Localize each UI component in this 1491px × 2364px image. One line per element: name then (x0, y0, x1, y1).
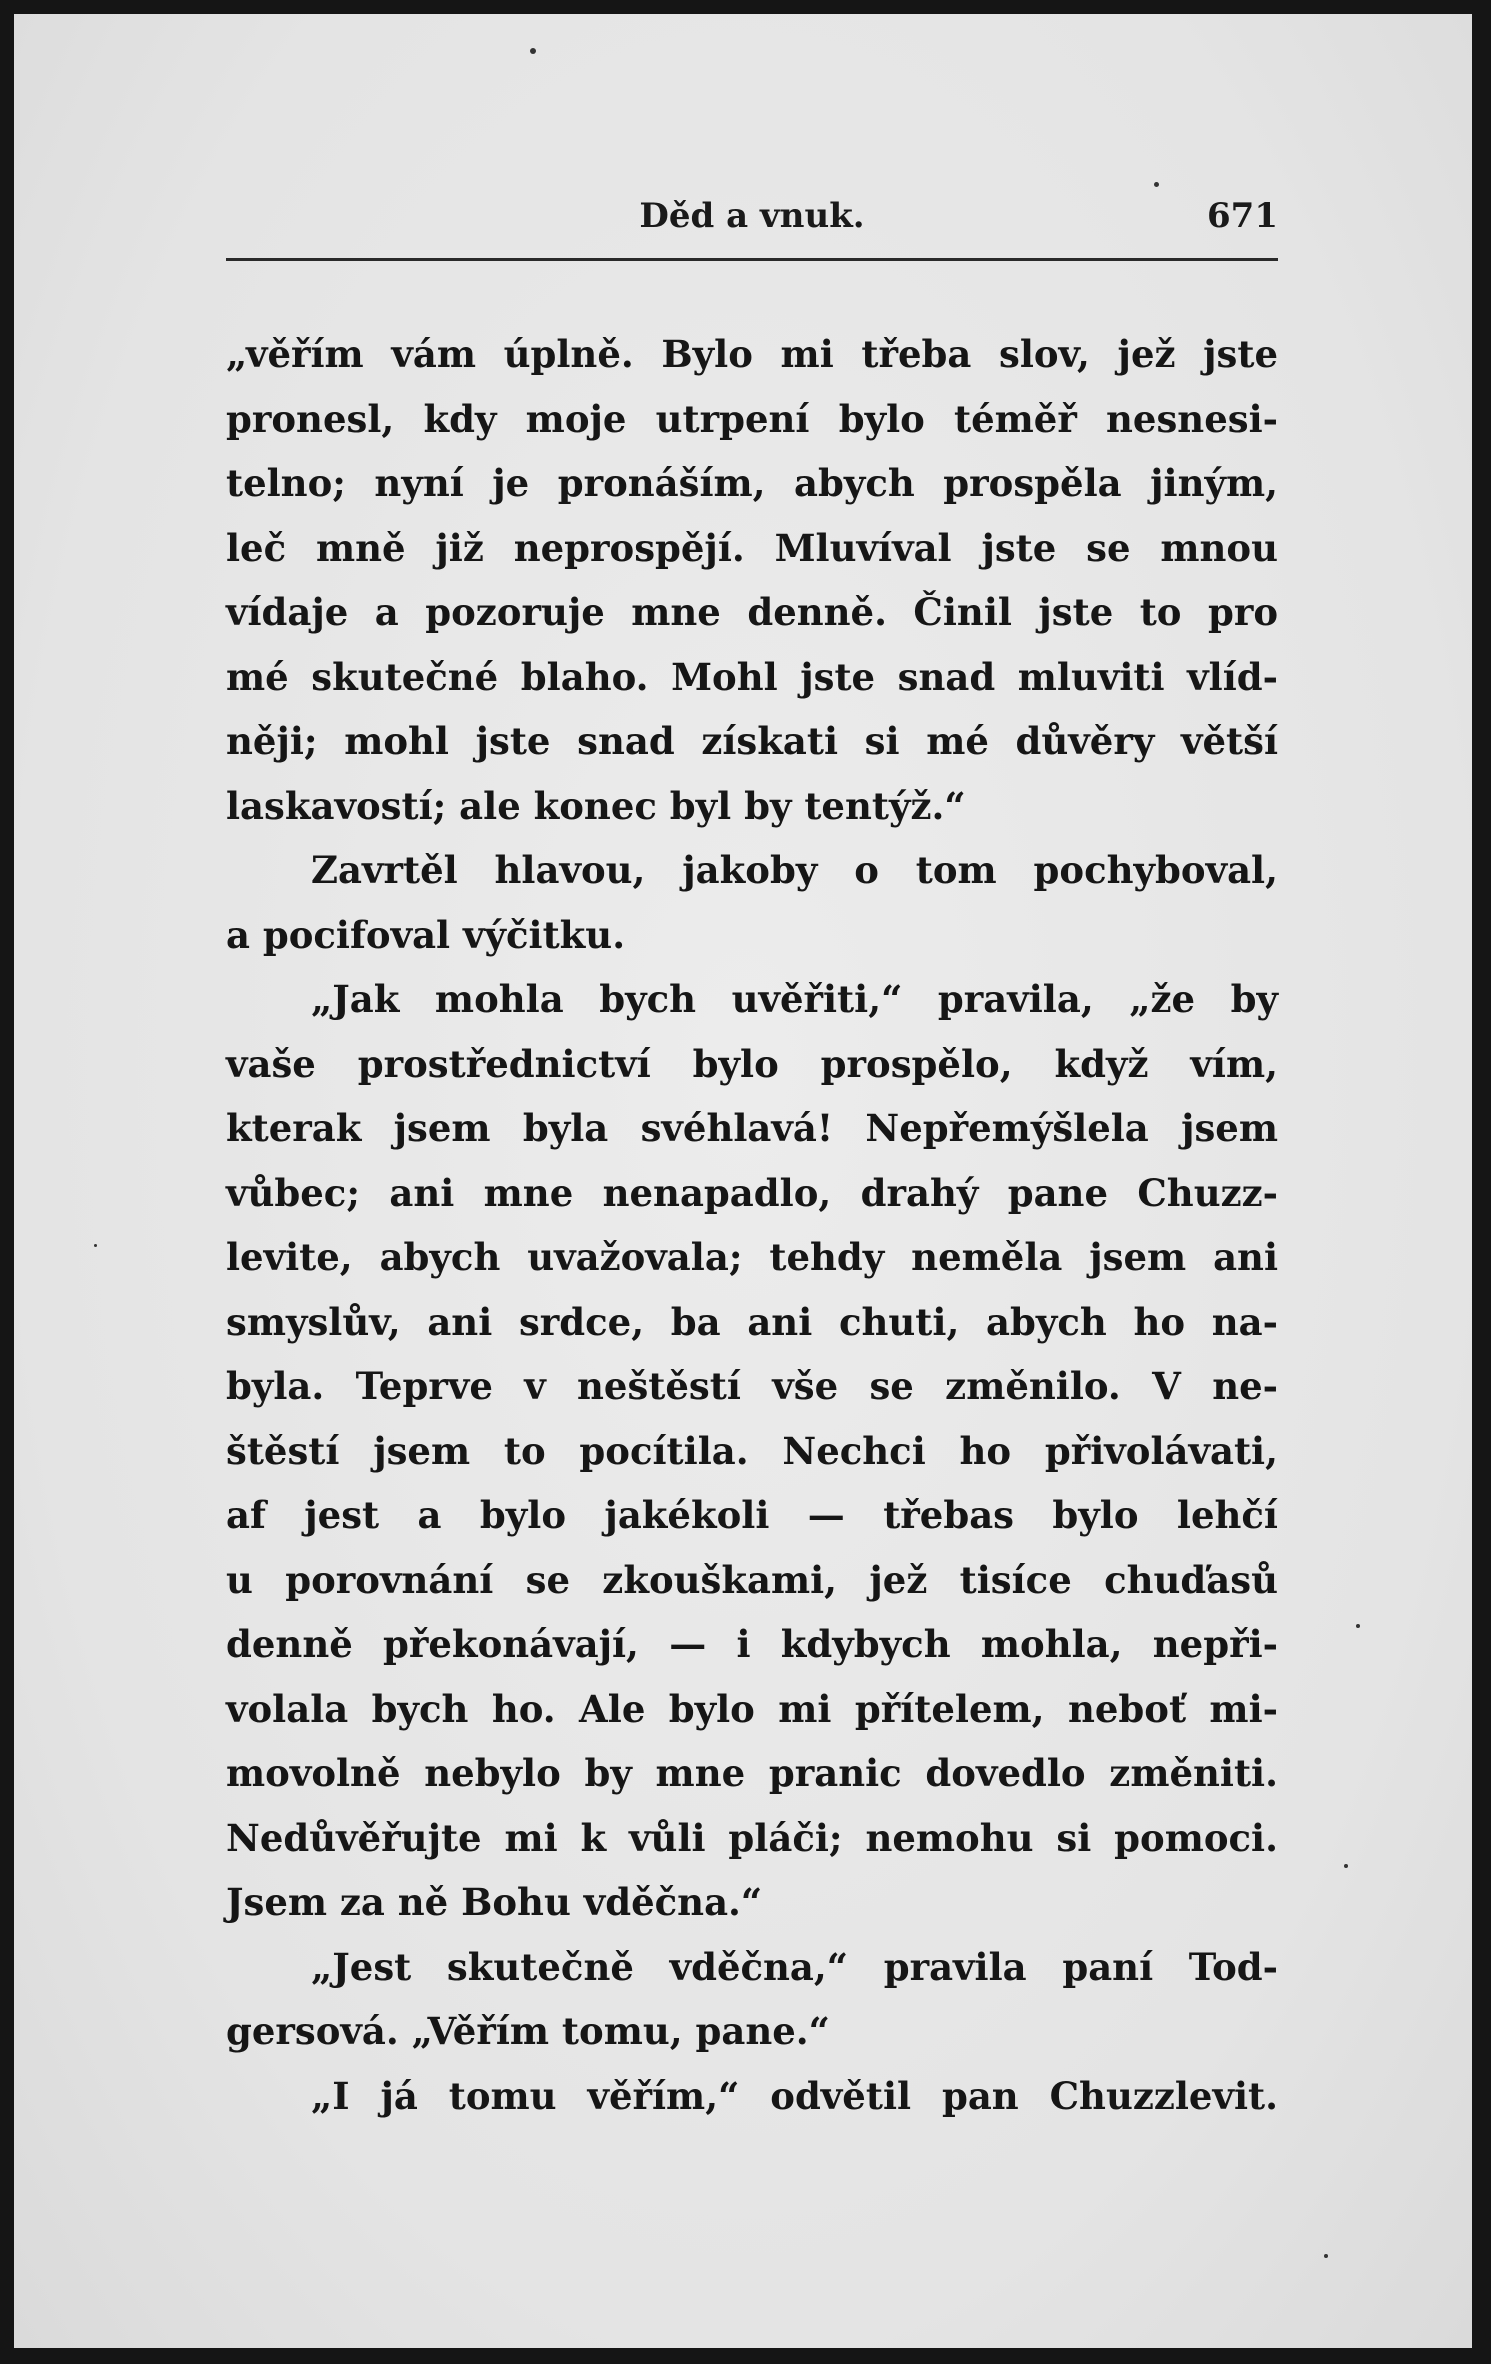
page-number: 671 (1207, 196, 1278, 236)
text-line: vaše prostřednictví bylo prospělo, když vím, (226, 1041, 1278, 1086)
text-line: něji; mohl jste snad získati si mé důvěry větší (226, 719, 1278, 763)
text-line: leč mně již neprospějí. Mluvíval jste se mnou (226, 525, 1278, 570)
text-line: „Jak mohla bych uvěřiti,“ pravila, „že by (311, 977, 1278, 1021)
text-line: movolně nebylo by mne pranic dovedlo změniti. (226, 1751, 1278, 1795)
text-line: „věřím vám úplně. Bylo mi třeba slov, jež jste (226, 332, 1278, 376)
text-line: mé skutečné blaho. Mohl jste snad mluviti vlíd- (226, 654, 1278, 699)
text-line: Jsem za ně Bohu vděčna.“ (226, 1880, 763, 1924)
text-line: smyslův, ani srdce, ba ani chuti, abych ho na- (226, 1299, 1278, 1344)
text-line: byla. Teprve v neštěstí vše se změnilo. V ne- (226, 1364, 1278, 1408)
text-line: vídaje a pozoruje mne denně. Činil jste to pro (226, 590, 1278, 634)
text-line: a pocifoval výčitku. (226, 912, 626, 957)
text-line: vůbec; ani mne nenapadlo, drahý pane Chuzz- (226, 1170, 1278, 1215)
text-line: gersová. „Věřím tomu, pane.“ (226, 2009, 830, 2053)
header-rule (226, 258, 1278, 261)
text-line: u porovnání se zkouškami, jež tisíce chuďasů (226, 1557, 1278, 1602)
text-line: volala bych ho. Ale bylo mi přítelem, neboť mi- (226, 1686, 1278, 1731)
text-line: štěstí jsem to pocítila. Nechci ho přivolávati, (226, 1428, 1278, 1473)
text-line: levite, abych uvažovala; tehdy neměla jsem ani (226, 1235, 1278, 1279)
text-line: denně překonávají, — i kdybych mohla, nepři- (226, 1622, 1278, 1666)
running-title: Děd a vnuk. (639, 196, 865, 236)
text-line: laskavostí; ale konec byl by tentýž.“ (226, 783, 966, 828)
text-line: „I já tomu věřím,“ odvětil pan Chuzzlevit. (311, 2073, 1278, 2118)
text-line: Zavrtěl hlavou, jakoby o tom pochyboval, (311, 848, 1278, 892)
text-line: af jest a bylo jakékoli — třebas bylo lehčí (226, 1493, 1278, 1537)
page-header (226, 196, 1278, 244)
text-line: „Jest skutečně vděčna,“ pravila paní Tod- (311, 1944, 1278, 1989)
text-line: pronesl, kdy moje utrpení bylo téměř nesnesi- (226, 396, 1278, 441)
text-line: kterak jsem byla svéhlavá! Nepřemýšlela jsem (226, 1106, 1278, 1150)
body-text (226, 322, 1278, 2128)
text-line: telno; nyní je pronáším, abych prospěla jiným, (226, 461, 1278, 505)
text-line: Nedůvěřujte mi k vůli pláči; nemohu si pomoci. (226, 1815, 1278, 1860)
